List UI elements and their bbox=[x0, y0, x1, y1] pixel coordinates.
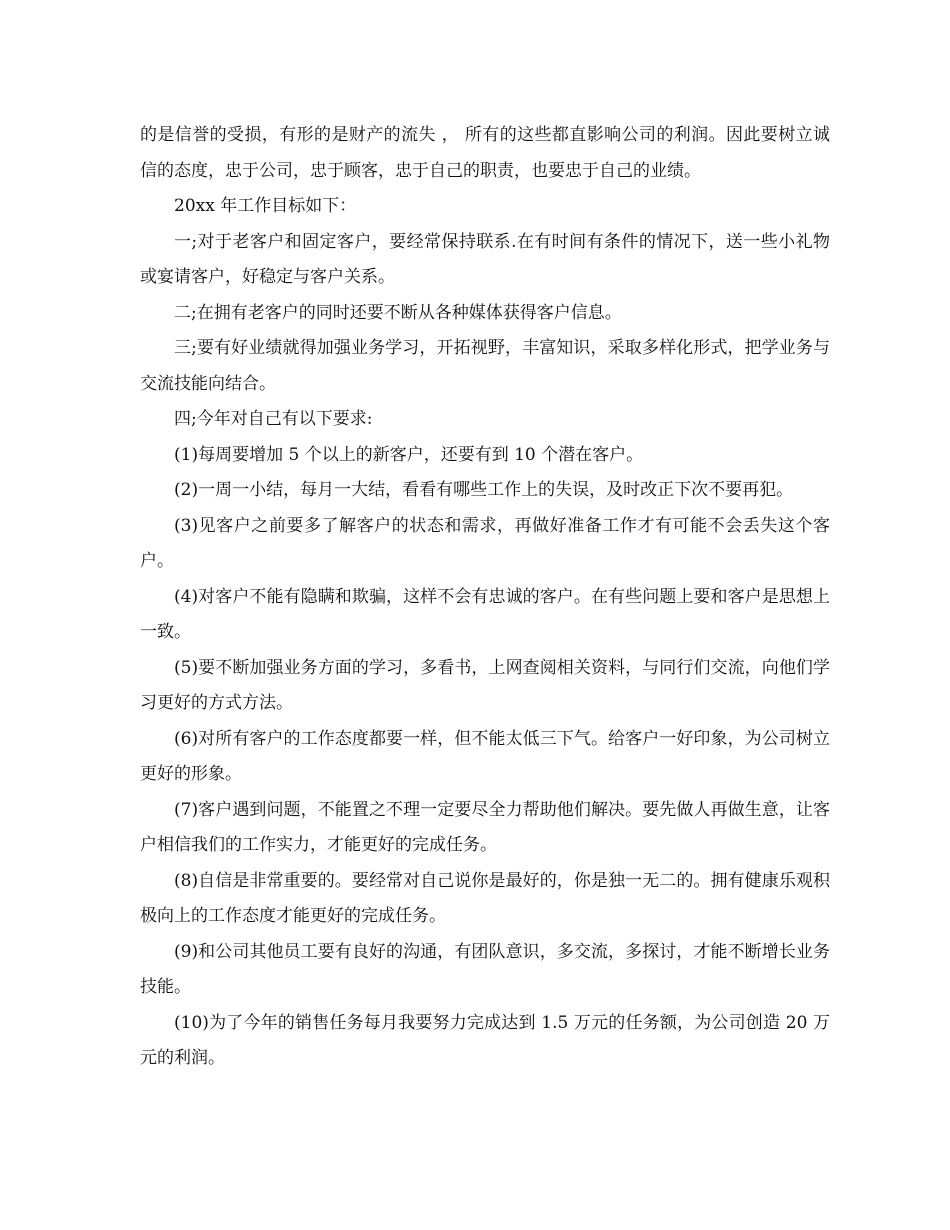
paragraph-requirement-10: (10)为了今年的销售任务每月我要努力完成达到 1.5 万元的任务额，为公司创造 20 万元的利润。 bbox=[140, 1012, 830, 1068]
paragraph-requirement-6: (6)对所有客户的工作态度都要一样，但不能太低三下气。给客户一好印象，为公司树立更好的形象。 bbox=[140, 728, 830, 784]
paragraph-requirement-1: (1)每周要增加 5 个以上的新客户，还要有到 10 个潜在客户。 bbox=[174, 444, 644, 465]
paragraph-requirement-9: (9)和公司其他员工要有良好的沟通，有团队意识，多交流，多探讨，才能不断增长业务技能。 bbox=[140, 941, 830, 997]
paragraph-goal-4: 四;今年对自己有以下要求: bbox=[174, 409, 373, 429]
paragraph-requirement-2: (2)一周一小结，每月一大结，看看有哪些工作上的失误，及时改正下次不要再犯。 bbox=[174, 480, 794, 500]
paragraph-goal-3: 三;要有好业绩就得加强业务学习，开拓视野，丰富知识，采取多样化形式，把学业务与交流技能向结合。 bbox=[140, 338, 830, 394]
paragraph-requirement-7: (7)客户遇到问题，不能置之不理一定要尽全力帮助他们解决。要先做人再做生意，让客户相信我们的工作实力，才能更好的完成任务。 bbox=[140, 799, 830, 855]
paragraph-goals-heading: 20xx 年工作目标如下： bbox=[174, 196, 357, 216]
paragraph-requirement-3: (3)见客户之前要多了解客户的状态和需求，再做好准备工作才有可能不会丢失这个客户。 bbox=[140, 515, 830, 571]
paragraph-requirement-5: (5)要不断加强业务方面的学习，多看书，上网查阅相关资料，与同行们交流，向他们学习更好的方式方法。 bbox=[140, 657, 830, 713]
paragraph-goal-1: 一;对于老客户和固定客户，要经常保持联系.在有时间有条件的情况下，送一些小礼物或宴请客户，好稳定与客户关系。 bbox=[140, 231, 830, 287]
paragraph-requirement-4: (4)对客户不能有隐瞒和欺骗，这样不会有忠诚的客户。在有些问题上要和客户是思想上一致。 bbox=[140, 586, 830, 642]
paragraph-requirement-8: (8)自信是非常重要的。要经常对自己说你是最好的，你是独一无二的。拥有健康乐观积极向上的工作态度才能更好的完成任务。 bbox=[140, 870, 830, 926]
paragraph-goal-2: 二;在拥有老客户的同时还要不断从各种媒体获得客户信息。 bbox=[174, 302, 622, 323]
paragraph-continuation: 的是信誉的受损，有形的是财产的流失 ， 所有的这些都直影响公司的利润。因此要树立诚信的态度，忠于公司，忠于顾客，忠于自己的职责，也要忠于自己的业绩。 bbox=[140, 125, 830, 181]
document-body bbox=[140, 118, 830, 1077]
